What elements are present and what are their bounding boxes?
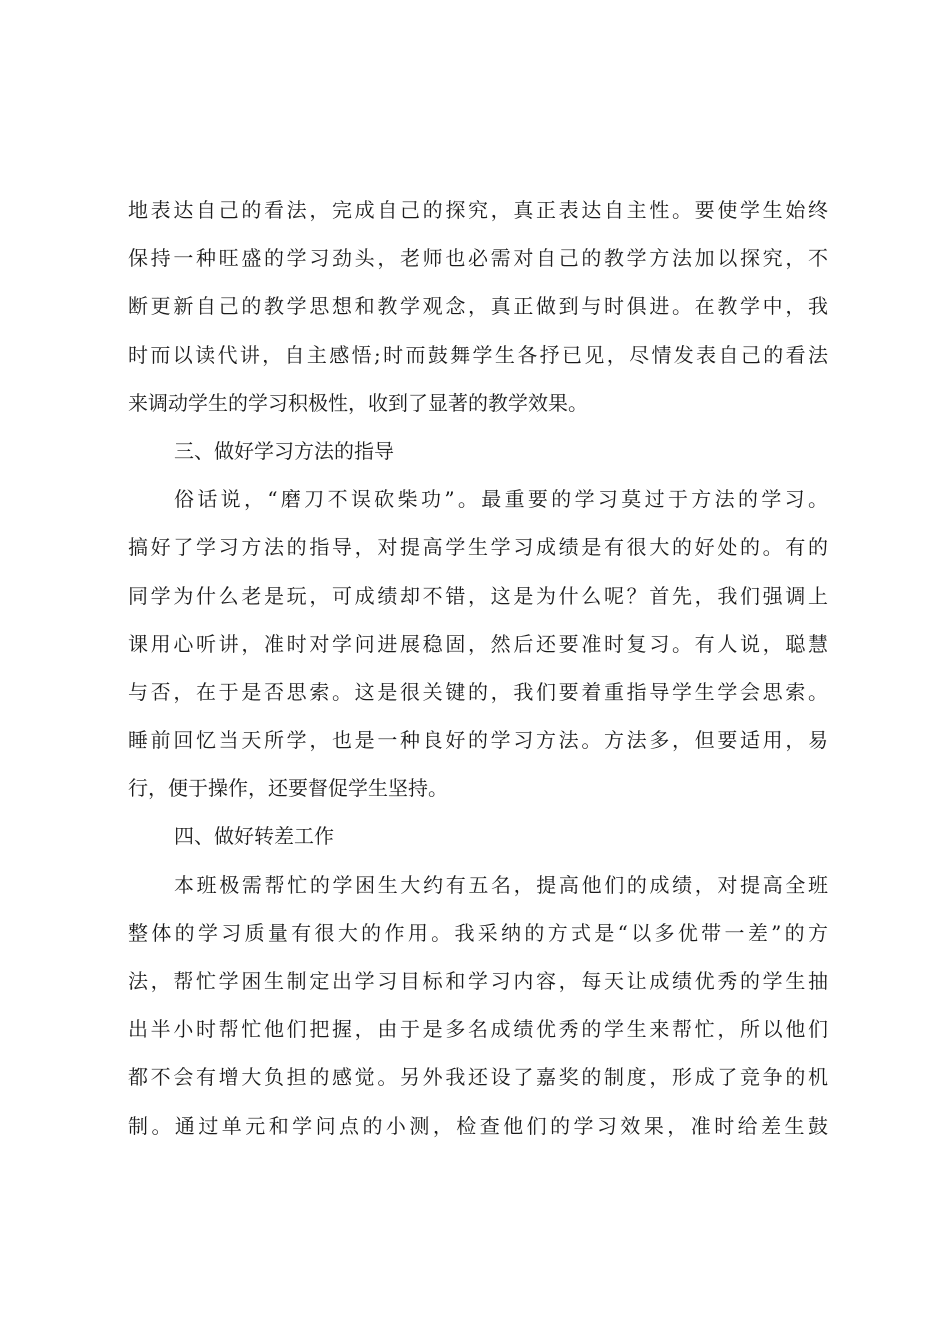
- text-line: 搞好了学习方法的指导，对提高学生学习成绩是有很大的好处的。有的: [128, 535, 828, 560]
- text-line: 睡前回忆当天所学，也是一种良好的学习方法。方法多，但要适用，易: [128, 728, 828, 753]
- text-line: 保持一种旺盛的学习劲头，老师也必需对自己的教学方法加以探究，不: [128, 246, 828, 271]
- text-line: 法，帮忙学困生制定出学习目标和学习内容，每天让成绩优秀的学生抽: [128, 969, 828, 993]
- section-heading: 三、做好学习方法的指导: [174, 438, 394, 463]
- text-line: 整体的学习质量有很大的作用。我采纳的方式是“以多优带一差”的方: [128, 920, 828, 945]
- section-heading: 四、做好转差工作: [174, 824, 334, 849]
- text-line: 地表达自己的看法，完成自己的探究，真正表达自主性。要使学生始终: [128, 198, 828, 222]
- text-line: 制。通过单元和学问点的小测，检查他们的学习效果，准时给差生鼓: [128, 1113, 828, 1138]
- text-line: 与否，在于是否思索。这是很关键的，我们要着重指导学生学会思索。: [128, 679, 828, 704]
- document-body: [128, 186, 828, 1150]
- text-line: 行，便于操作，还要督促学生坚持。: [128, 776, 448, 801]
- text-line: 都不会有增大负担的感觉。另外我还设了嘉奖的制度，形成了竞争的机: [128, 1065, 828, 1090]
- text-line: 断更新自己的教学思想和教学观念，真正做到与时俱进。在教学中，我: [128, 294, 828, 319]
- paragraph-first-line: 本班极需帮忙的学困生大约有五名，提高他们的成绩，对提高全班: [174, 872, 828, 897]
- text-line: 来调动学生的学习积极性，收到了显著的教学效果。: [128, 390, 588, 415]
- paragraph-first-line: 俗话说，“磨刀不误砍柴功”。最重要的学习莫过于方法的学习。: [174, 487, 828, 512]
- text-line: 出半小时帮忙他们把握，由于是多名成绩优秀的学生来帮忙，所以他们: [128, 1017, 828, 1042]
- text-line: 时而以读代讲，自主感悟;时而鼓舞学生各抒已见，尽情发表自己的看法: [128, 342, 828, 367]
- text-line: 课用心听讲，准时对学问进展稳固，然后还要准时复习。有人说，聪慧: [128, 631, 828, 656]
- text-line: 同学为什么老是玩，可成绩却不错，这是为什么呢？首先，我们强调上: [128, 583, 828, 608]
